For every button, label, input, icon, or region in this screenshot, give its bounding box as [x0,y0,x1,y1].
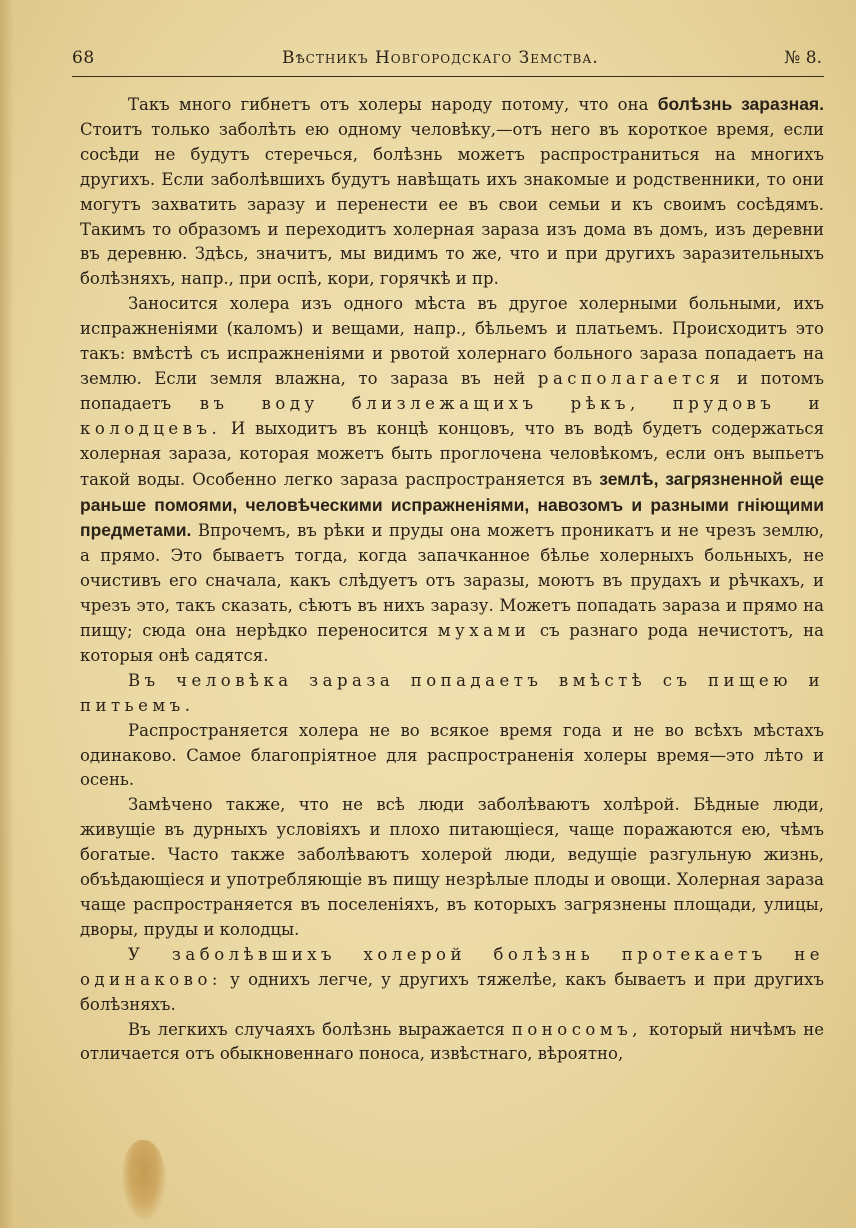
running-header [72,44,828,74]
paragraph [80,719,824,794]
paragraph [80,1018,824,1068]
bold-run: болѣзнь заразная. [657,94,825,114]
text-run: Заносится холера изъ одного мѣста въ другое холерными больными, ихъ испражненіями (каломъ) и вещами, напр., бѣльемъ и платьемъ. Происходитъ это такъ: вмѣстѣ съ испражненіями и рвотой холернаго больного зараза попадаетъ на землю. Если земля влажна, то зараза въ ней [80,294,824,388]
text-run: Распространяется холера не во всякое время года и не во всѣхъ мѣстахъ одинаково. Самое благопріятное для распространенія холеры время—это лѣто и осень. [80,720,824,790]
article-body [80,92,824,1067]
paragraph [80,793,824,942]
text-run: Стоитъ только заболѣть ею одному человѣку,—отъ него въ короткое время, если сосѣди не будутъ стеречься, болѣзнь можетъ распространиться на многихъ другихъ. Если заболѣвшихъ будутъ навѣщать ихъ знакомые и родственники, то они могутъ захватить заразу и перенести ее въ свои семьи и къ своимъ сосѣдямъ. Такимъ то образомъ и переходитъ холерная зараза изъ дома въ домъ, изъ деревни въ деревню. Здѣсь, значитъ, мы видимъ то же, что и при другихъ заразительныхъ болѣзняхъ, напр., при оспѣ, кори, горячкѣ и пр. [80,119,824,289]
spaced-run: располагается [537,368,725,388]
header-rule [72,76,824,77]
text-run: Впрочемъ, въ рѣки и пруды она можетъ проникатъ и не чрезъ землю, а прямо. Это бываетъ тогда, когда запачканное бѣлье холерныхъ больныхъ, не очистивъ его сначала, какъ слѣдуетъ отъ заразы, моютъ въ прудахъ и рѣчкахъ, и чрезъ это, такъ сказать, сѣютъ въ нихъ заразу. Можетъ попадать зараза и прямо на пищу; сюда она нерѣдко переносится [80,521,824,641]
spaced-run: Въ человѣка зараза попадаетъ вмѣстѣ съ пищею и питьемъ. [80,670,824,715]
spaced-run: въ воду близлежащихъ рѣкъ, прудовъ и колодцевъ. [80,393,824,438]
text-run: И выходитъ въ концѣ концовъ, что въ водѣ будетъ содержаться холерная зараза, которая можетъ быть проглочена человѣкомъ, если онъ выпьетъ такой воды. Особенно легко зараза распространяется въ [80,418,824,489]
paragraph [80,92,824,292]
bold-run: землѣ, загрязненной еще раньше помоями, человѣческими испражненіями, навозомъ и разными гніющими предметами. [80,468,824,541]
text-run: Въ легкихъ случаяхъ болѣзнь выражается [128,1019,512,1039]
paragraph [80,292,824,669]
journal-title: Вѣстникъ Новгородскаго Земства. [282,48,599,68]
page-number: 68 [72,48,95,68]
paper-stain [122,1140,166,1220]
text-run: который ничѣмъ не отличается отъ обыкновеннаго поноса, извѣстнаго, вѣроятно, [80,1019,824,1064]
page-edge-shadow [0,0,14,1228]
paragraph [80,943,824,1018]
text-run: съ разнаго рода нечистотъ, на которыя онѣ садятся. [80,621,824,665]
spaced-run: мухами [437,621,531,641]
spaced-run: У заболѣвшихъ холерой болѣзнь протекаетъ не одинаково: [80,944,824,989]
text-run: у однихъ легче, у другихъ тяжелѣе, какъ бываетъ и при другихъ болѣзняхъ. [80,969,824,1014]
issue-number: № 8. [784,48,822,68]
text-run: Такъ много гибнетъ отъ холеры народу потому, что она [128,95,658,114]
spaced-run: поносомъ, [511,1019,642,1039]
text-run: и потомъ попадаетъ [80,368,825,413]
text-run: Замѣчено также, что не всѣ люди заболѣваютъ холѣрой. Бѣдные люди, живущіе въ дурныхъ условіяхъ и плохо питающіеся, чаще поражаются ею, чѣмъ богатые. Часто также заболѣваютъ холерой люди, ведущіе разгульную жизнь, объѣдающіеся и употребляющіе въ пищу незрѣлые плоды и овощи. Холерная зараза чаще распространяется въ поселеніяхъ, въ которыхъ загрязнены площади, улицы, дворы, пруды и колодцы. [80,795,824,939]
paragraph [80,669,824,719]
